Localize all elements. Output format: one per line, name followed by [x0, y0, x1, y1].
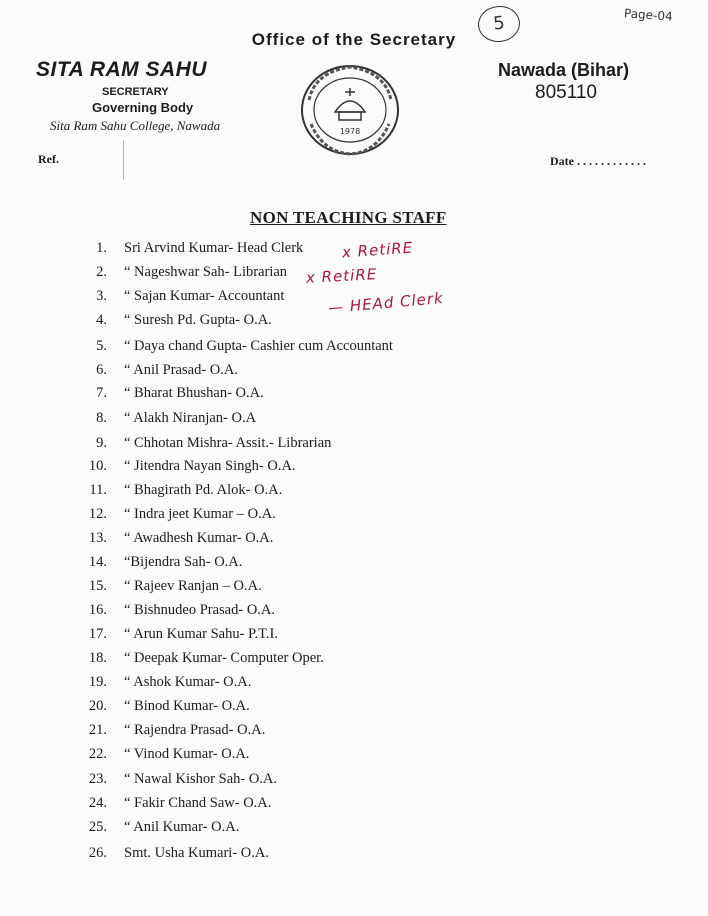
date-label: Date . . . . . . . . . . . . [550, 154, 646, 168]
handwritten-note-retire: x RetiRE [341, 238, 414, 262]
item-number: 20. [88, 698, 107, 714]
item-text: “Bijendra Sah- O.A. [124, 554, 243, 570]
ref-label: Ref. [38, 152, 59, 166]
item-number: 10. [88, 458, 107, 474]
item-number: 21. [88, 722, 107, 738]
item-text: “ Rajeev Ranjan – O.A. [124, 578, 262, 594]
item-number: 13. [88, 530, 107, 546]
item-number: 7. [96, 385, 107, 401]
item-number: 14. [88, 554, 107, 570]
item-number: 23. [88, 771, 107, 787]
item-number: 26. [88, 845, 107, 861]
item-number: 19. [88, 674, 107, 690]
item-number: 3. [96, 288, 107, 304]
item-text: “ Fakir Chand Saw- O.A. [124, 795, 272, 811]
item-number: 18. [88, 650, 107, 666]
handwritten-note-head-clerk: — HEAd Clerk [327, 288, 445, 318]
college-name: Sita Ram Sahu College, Nawada [50, 118, 221, 133]
item-number: 4. [96, 312, 107, 328]
item-text: “ Chhotan Mishra- Assit.- Librarian [124, 435, 332, 451]
item-text: “ Anil Prasad- O.A. [124, 362, 238, 378]
divider-line [123, 140, 124, 180]
handwritten-page-note: Page-04 [623, 6, 674, 24]
item-number: 1. [96, 240, 107, 256]
college-seal-icon [295, 60, 405, 160]
item-number: 15. [88, 578, 107, 594]
governing-body-label: Governing Body [92, 100, 194, 115]
item-text: “ Daya chand Gupta- Cashier cum Accountant [124, 338, 393, 354]
item-text: “ Nawal Kishor Sah- O.A. [124, 771, 278, 787]
item-text: “ Ashok Kumar- O.A. [124, 674, 252, 690]
handwritten-note-retire: x RetiRE [305, 265, 378, 287]
item-text: “ Rajendra Prasad- O.A. [124, 722, 266, 738]
item-text: “ Bhagirath Pd. Alok- O.A. [124, 482, 283, 498]
item-number: 24. [88, 795, 107, 811]
circled-page-number: 5 [476, 4, 522, 44]
item-number: 8. [96, 410, 107, 426]
item-text: “ Deepak Kumar- Computer Oper. [124, 650, 324, 666]
item-text: “ Alakh Niranjan- O.A [124, 410, 257, 426]
item-text: “ Arun Kumar Sahu- P.T.I. [124, 626, 278, 642]
item-text: “ Bharat Bhushan- O.A. [124, 385, 264, 401]
item-number: 6. [96, 362, 107, 378]
item-text: “ Sajan Kumar- Accountant [124, 288, 285, 304]
pin-code: 805110 [535, 82, 597, 103]
item-text: “ Binod Kumar- O.A. [124, 698, 250, 714]
item-number: 11. [89, 482, 107, 498]
secretary-name: SITA RAM SAHU [36, 58, 207, 81]
item-number: 9. [96, 435, 107, 451]
item-text: “ Jitendra Nayan Singh- O.A. [124, 458, 296, 474]
item-text: “ Vinod Kumar- O.A. [124, 746, 250, 762]
item-number: 17. [88, 626, 107, 642]
item-text: “ Anil Kumar- O.A. [124, 819, 240, 835]
item-text: “ Indra jeet Kumar – O.A. [124, 506, 276, 522]
item-number: 22. [88, 746, 107, 762]
item-text: “ Awadhesh Kumar- O.A. [124, 530, 274, 546]
item-text: “ Nageshwar Sah- Librarian [124, 264, 288, 280]
item-number: 5. [96, 338, 107, 354]
item-number: 25. [88, 819, 107, 835]
item-number: 2. [96, 264, 107, 280]
section-title: NON TEACHING STAFF [250, 208, 447, 227]
office-title: Office of the Secretary [251, 30, 457, 49]
seal-year: 1978 [339, 127, 361, 136]
item-text: Sri Arvind Kumar- Head Clerk [124, 240, 304, 256]
item-text: Smt. Usha Kumari- O.A. [124, 845, 269, 861]
city-label: Nawada (Bihar) [498, 60, 630, 80]
item-number: 12. [88, 506, 107, 522]
item-text: “ Bishnudeo Prasad- O.A. [124, 602, 276, 618]
item-text: “ Suresh Pd. Gupta- O.A. [124, 312, 272, 328]
secretary-role: SECRETARY [102, 86, 169, 98]
item-number: 16. [88, 602, 107, 618]
